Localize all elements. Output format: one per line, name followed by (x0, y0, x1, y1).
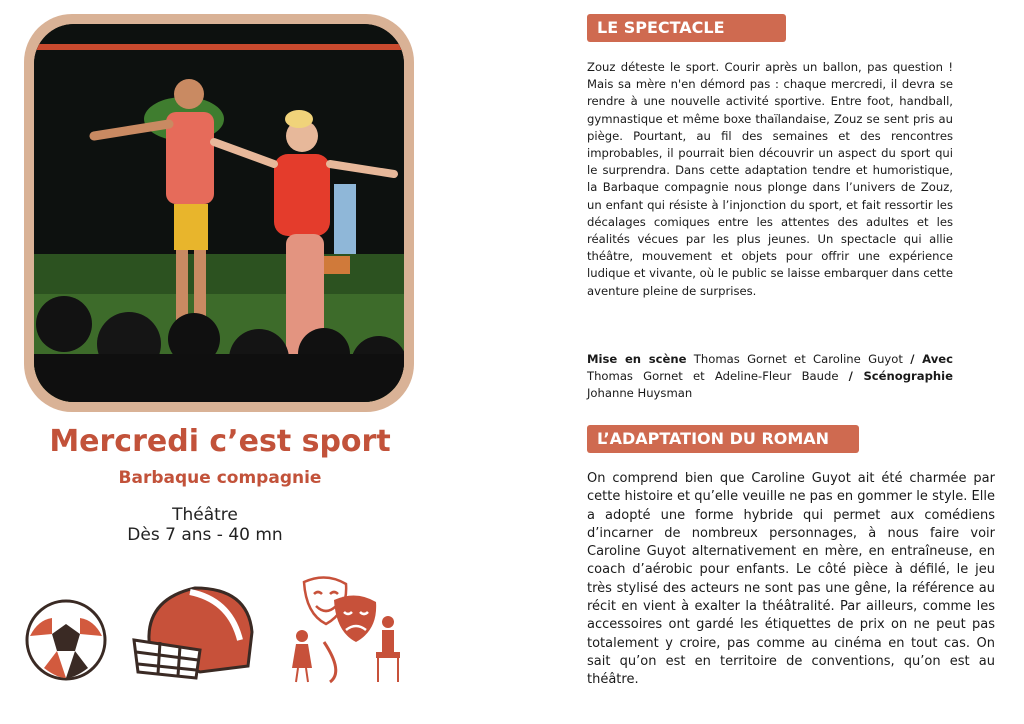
football-helmet-icon (130, 580, 256, 688)
age-duration-label: Dès 7 ans - 40 mn (127, 525, 283, 545)
credits (587, 351, 953, 403)
company-name: Barbaque compagnie (118, 468, 322, 488)
credit-sceno-value: Johanne Huysman (587, 386, 693, 401)
credit-mise-value: Thomas Gornet et Caroline Guyot (686, 352, 911, 366)
section-heading-adaptation: L’ADAPTATION DU ROMAN (587, 425, 859, 453)
section-heading-spectacle: LE SPECTACLE (587, 14, 786, 42)
show-title: Mercredi c’est sport (49, 424, 391, 459)
credit-avec-value: Thomas Gornet et Adeline-Fleur Baude (587, 369, 849, 384)
credit-mise-label: Mise en scène (587, 352, 687, 366)
spectacle-paragraph: Zouz déteste le sport. Courir après un ballon, pas question ! Mais sa mère n'en démord pas : chaque mercredi, il devra se rendre à une nouvelle activité sportive. Entre foot, handball, gymnastique et même boxe thaïlandaise, Zouz se sent pris au piège. Pourtant, au fil des semaines et des rencontres improbables, il pourrait bien découvrir un aspect du sport qui le surprendra. Dans cette adaptation tendre et humoristique, la Barbaque compagnie nous plonge dans l’univers de Zouz, un enfant qui résiste à l’injonction du sport, et fait ressortir les décalages comiques entre les attentes des adultes et les réalités vécues par les plus jeunes. Un spectacle qui allie théâtre, mouvement et objets pour offrir une expérience ludique et vivante, où le public se laisse embarquer dans cette aventure pleine de surprises. (587, 60, 953, 298)
credit-sceno-label: / Scénographie (848, 369, 953, 384)
theatre-masks-icon (284, 572, 404, 688)
credit-avec-label: / Avec (910, 352, 954, 366)
genre-label: Théâtre (172, 505, 238, 525)
stage-photo (34, 24, 404, 402)
photo-frame (24, 14, 414, 412)
stage-photo-illustration (34, 24, 404, 402)
adaptation-paragraph: On comprend bien que Caroline Guyot ait été charmée par cette histoire et qu’elle veuille ne pas en gommer le style. Elle a adopté une forme hybride qui permet aux comédiens d’incarner de nombreux personnages, à nous faire voir Caroline Guyot alternativement en mère, en entraîneuse, en coach d’aérobic pour enfants. Le côté pièce à défilé, le jeu très stylisé des acteurs ne sont pas une gêne, la référence au récit en vient à exalter la théâtralité. Par ailleurs, comme les accessoires ont gardé les étiquettes de prix on ne peut pas totalement y croire, pas comme au cinéma en tout cas. On sait qu’on est en territoire de conventions, qu’on est au théâtre. (587, 471, 995, 688)
soccer-ball-icon (24, 598, 108, 686)
